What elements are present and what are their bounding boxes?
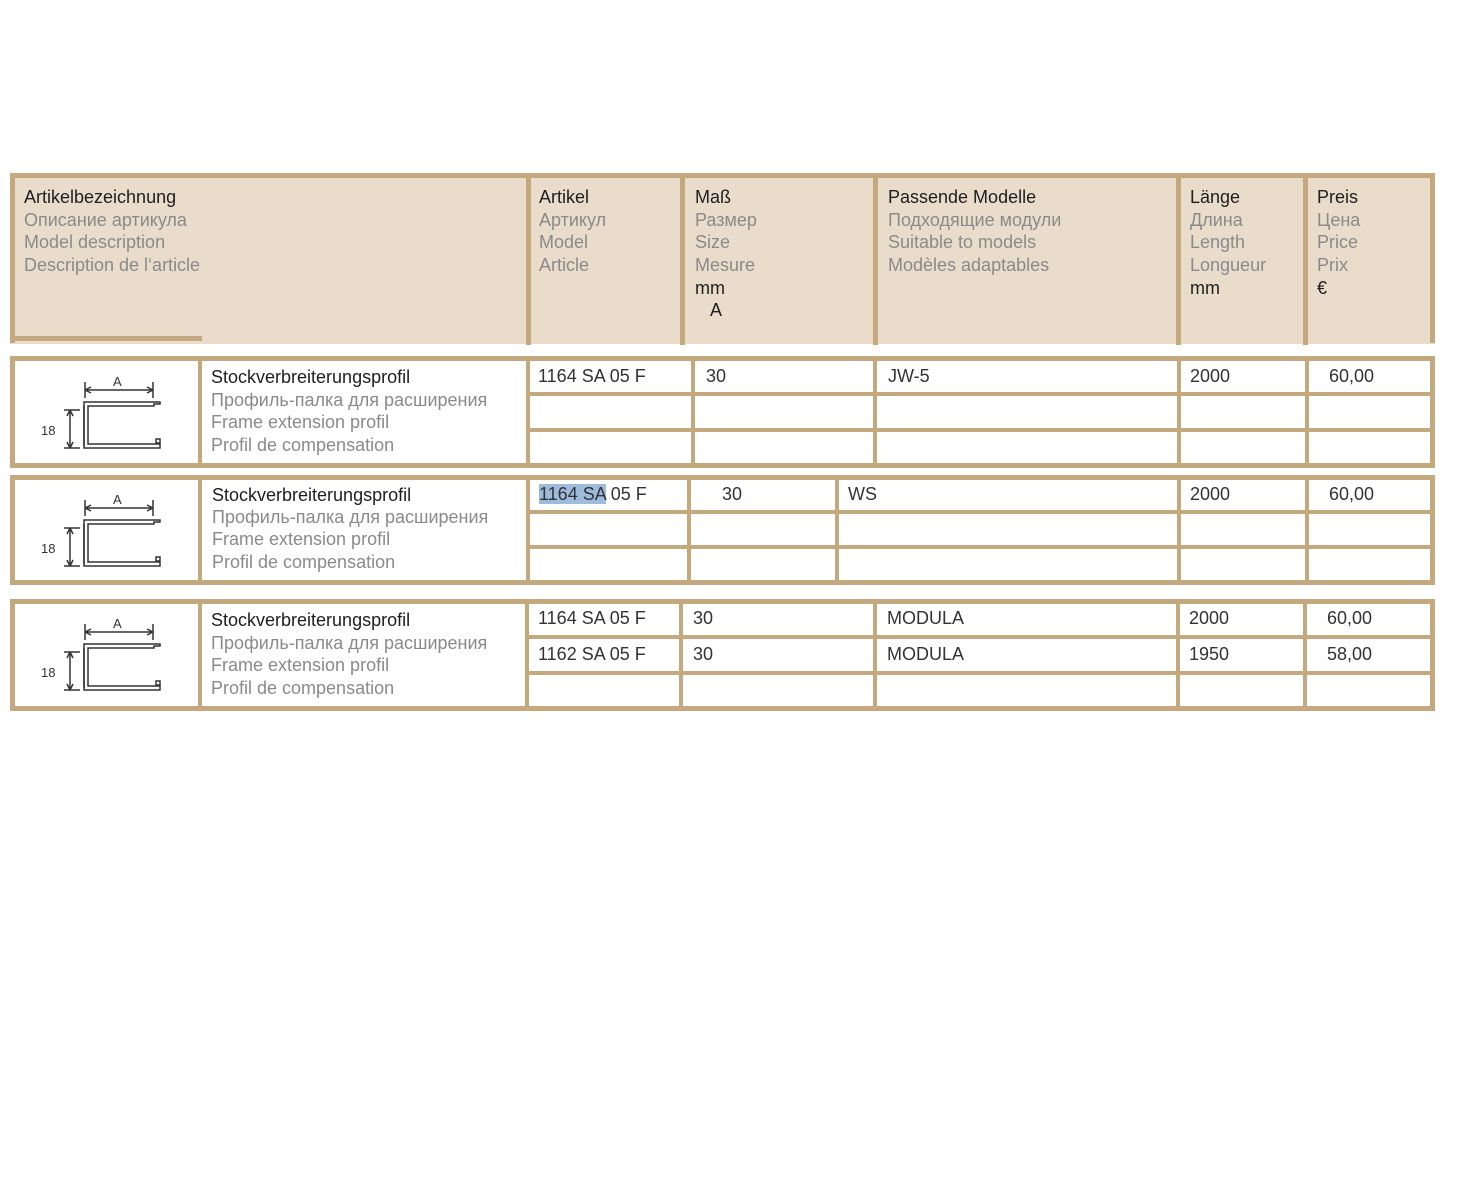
model-cell: WS <box>848 484 877 504</box>
header-article-fr: Article <box>539 255 590 275</box>
price-cell: 60,00 <box>1329 366 1375 386</box>
header-article-ru: Артикул <box>539 210 607 230</box>
frame-extension-profile-icon <box>30 370 175 460</box>
header-description-fr: Description de l‘article <box>24 255 201 275</box>
product-name-de: Stockverbreiterungsprofil <box>211 610 411 630</box>
product-name-fr: Profil de compensation <box>212 552 396 572</box>
article-cell: 1162 SA 05 F <box>538 644 646 664</box>
frame-extension-profile-icon <box>30 488 175 578</box>
header-size-en: Size <box>695 232 731 252</box>
model-cell: MODULA <box>887 608 965 628</box>
header-models-ru: Подходящие модули <box>888 210 1062 230</box>
header-description-ru: Описание артикула <box>24 210 187 230</box>
header-price-currency: € <box>1317 278 1328 298</box>
header-length-de: Länge <box>1190 187 1241 207</box>
dimension-label-a: A <box>113 492 122 507</box>
dimension-label-height: 18 <box>41 541 56 556</box>
article-cell[interactable] <box>539 483 647 505</box>
header-price-en: Price <box>1317 232 1359 252</box>
length-cell: 2000 <box>1190 484 1231 504</box>
header-price-de: Preis <box>1317 187 1359 207</box>
header-size-ru: Размер <box>695 210 757 230</box>
product-name-ru: Профиль-палка для расширения <box>212 507 489 527</box>
product-name-en: Frame extension profil <box>211 412 390 432</box>
header-description-en: Model description <box>24 232 166 252</box>
header-models-fr: Modèles adaptables <box>888 255 1050 275</box>
article-cell-rest: 05 F <box>605 484 647 504</box>
article-cell: 1164 SA 05 F <box>538 608 646 628</box>
header-length-fr: Longueur <box>1190 255 1267 275</box>
header-length-en: Length <box>1190 232 1246 252</box>
selected-text[interactable]: 1164 SA <box>539 484 606 504</box>
dimension-label-a: A <box>113 374 122 389</box>
price-cell: 60,00 <box>1327 608 1373 628</box>
header-description-de: Artikelbezeichnung <box>24 187 177 207</box>
model-cell: MODULA <box>887 644 965 664</box>
dimension-label-height: 18 <box>41 665 56 680</box>
price-cell: 58,00 <box>1327 644 1373 664</box>
price-cell: 60,00 <box>1329 484 1375 504</box>
size-cell: 30 <box>706 366 727 386</box>
header-models-de: Passende Modelle <box>888 187 1037 207</box>
product-name-fr: Profil de compensation <box>211 435 395 455</box>
dimension-label-height: 18 <box>41 423 56 438</box>
header-models-en: Suitable to models <box>888 232 1037 252</box>
product-name-ru: Профиль-палка для расширения <box>211 633 488 653</box>
header-length-unit: mm <box>1190 278 1220 298</box>
header-size-fr: Mesure <box>695 255 756 275</box>
length-cell: 2000 <box>1189 608 1230 628</box>
header-article-de: Artikel <box>539 187 590 207</box>
header-size-unit: mm <box>695 278 725 298</box>
header-article-en: Model <box>539 232 589 252</box>
product-name-de: Stockverbreiterungsprofil <box>211 367 411 387</box>
product-name-ru: Профиль-палка для расширения <box>211 390 488 410</box>
length-cell: 2000 <box>1190 366 1231 386</box>
header-size-dimension: A <box>710 300 723 320</box>
article-cell: 1164 SA 05 F <box>538 366 646 386</box>
frame-extension-profile-icon <box>30 612 175 702</box>
product-name-en: Frame extension profil <box>211 655 390 675</box>
size-cell: 30 <box>693 644 714 664</box>
model-cell: JW-5 <box>888 366 930 386</box>
dimension-label-a: A <box>113 616 122 631</box>
header-price-fr: Prix <box>1317 255 1348 275</box>
size-cell: 30 <box>693 608 714 628</box>
header-size-de: Maß <box>695 187 731 207</box>
product-name-de: Stockverbreiterungsprofil <box>212 485 412 505</box>
length-cell: 1950 <box>1189 644 1230 664</box>
size-cell: 30 <box>722 484 743 504</box>
product-name-fr: Profil de compensation <box>211 678 395 698</box>
product-name-en: Frame extension profil <box>212 529 391 549</box>
header-length-ru: Длина <box>1190 210 1243 230</box>
header-price-ru: Цена <box>1317 210 1361 230</box>
